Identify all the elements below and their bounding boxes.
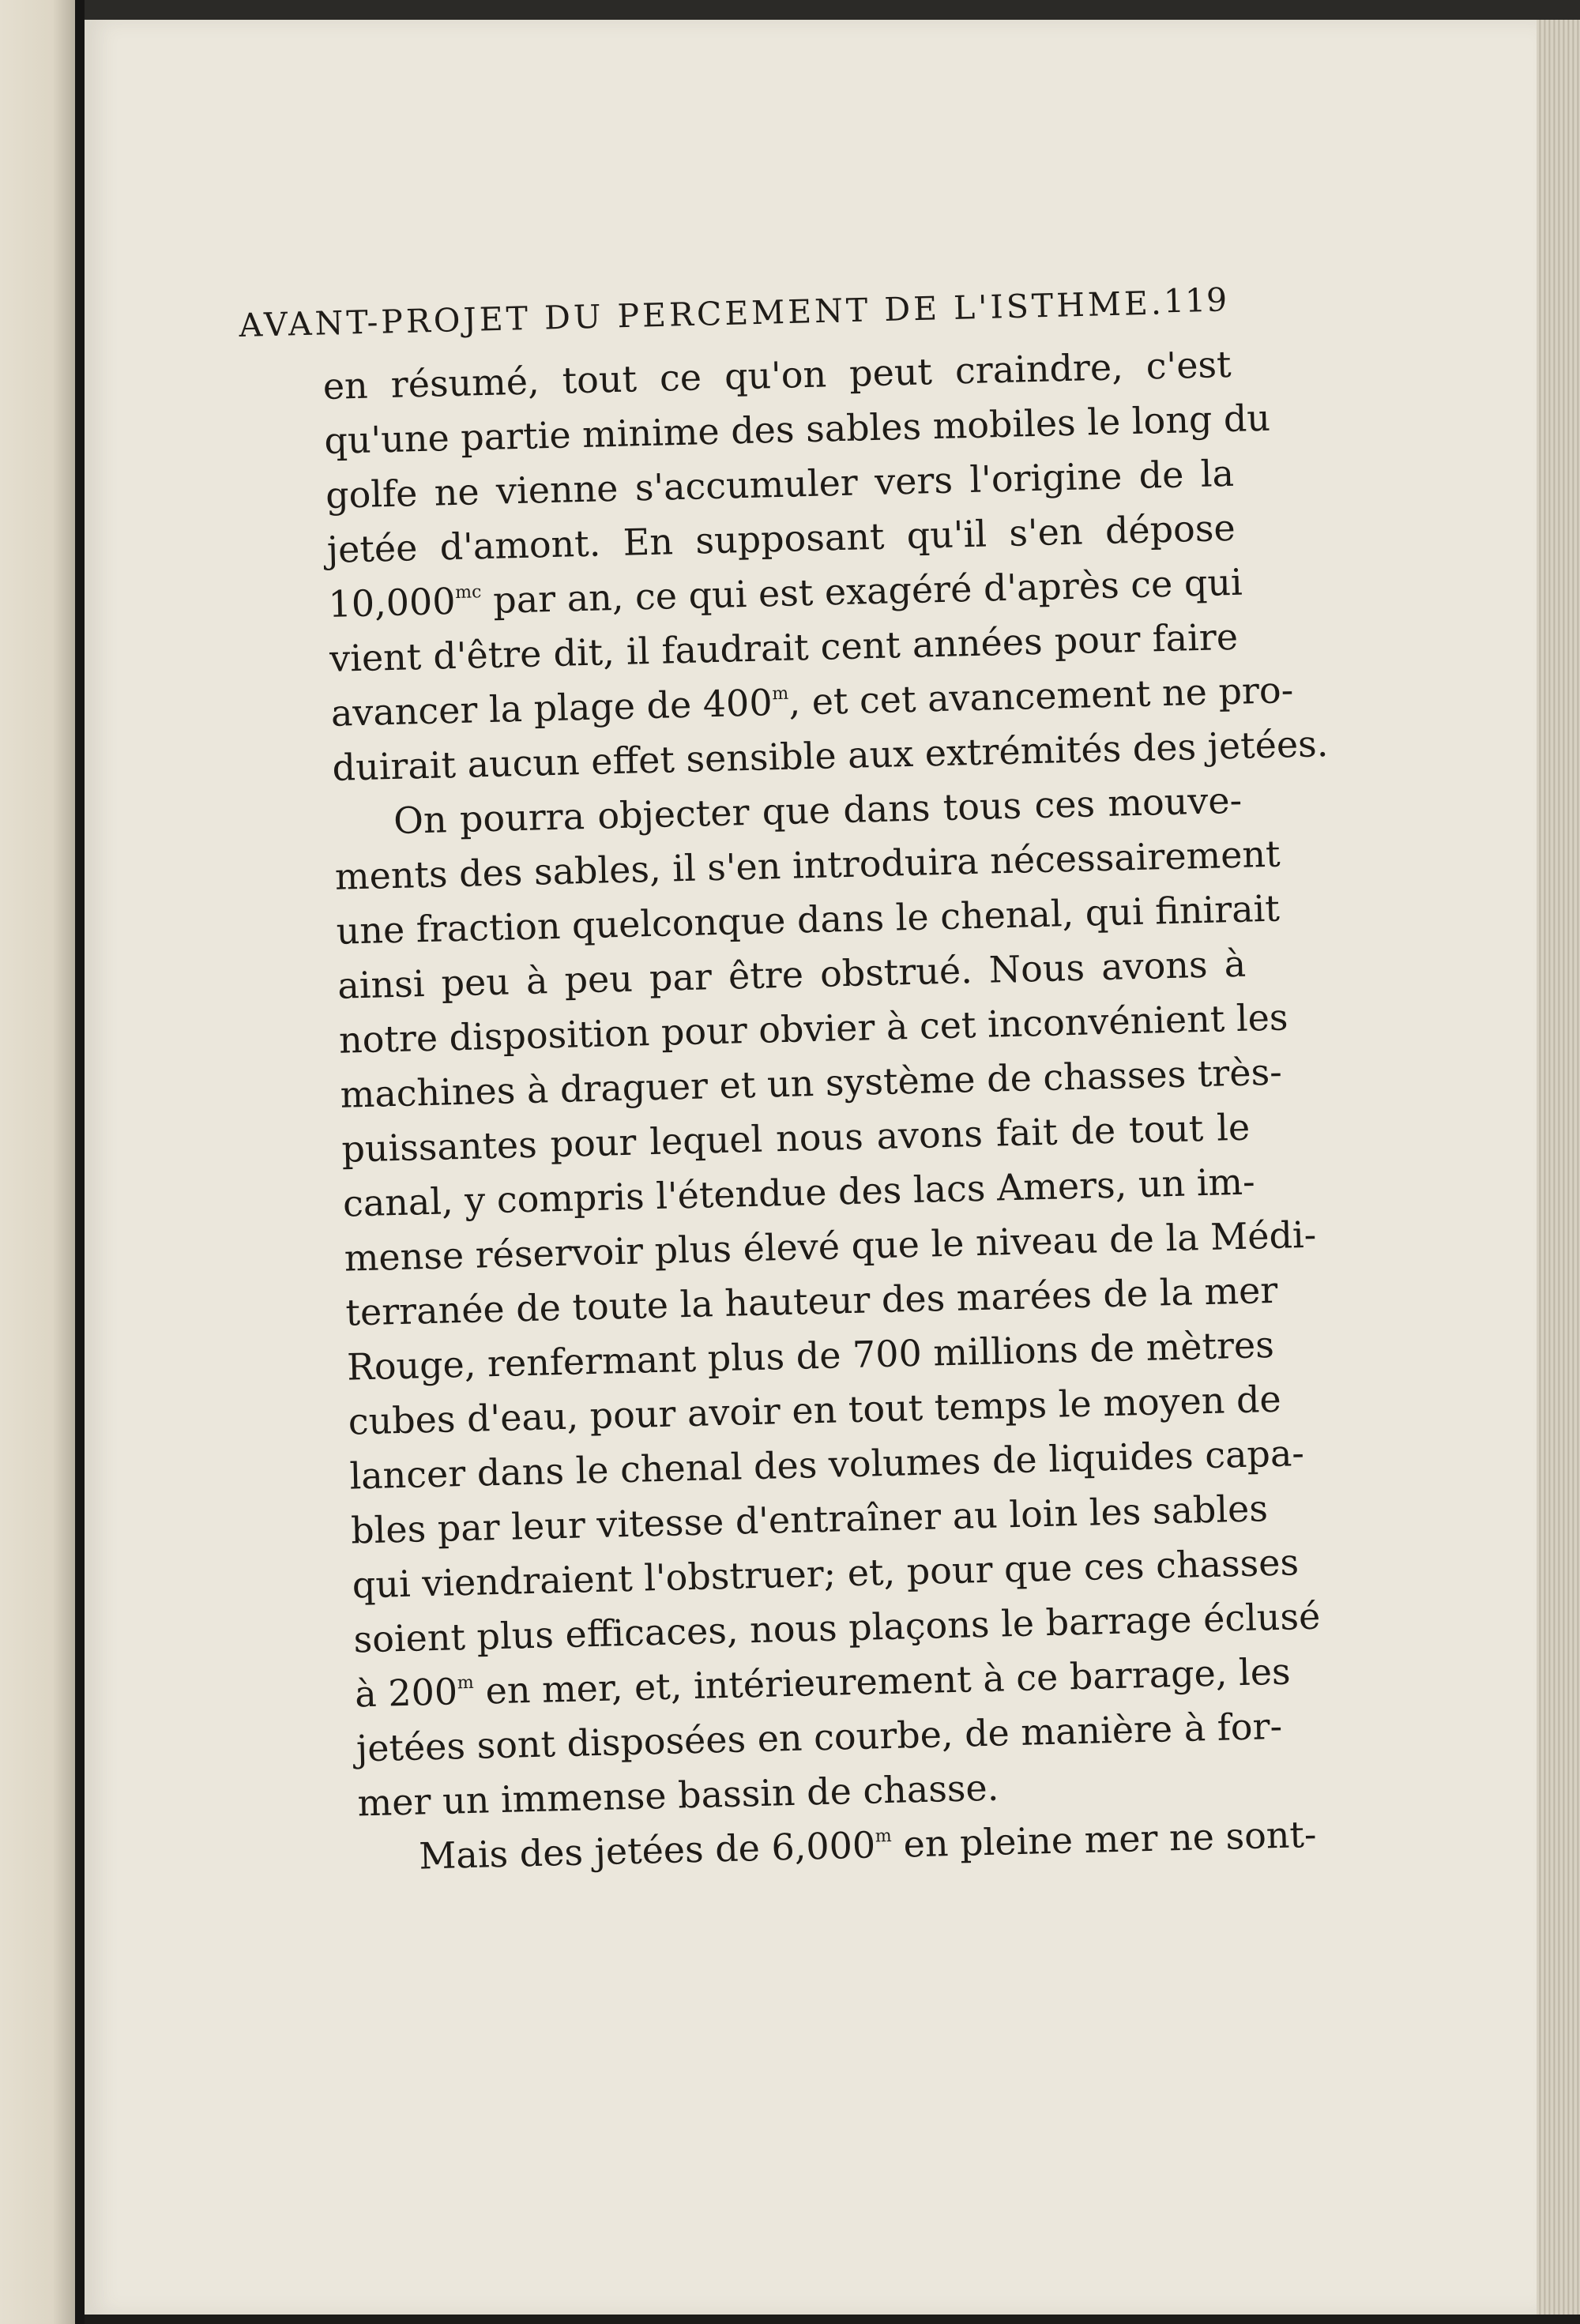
body-text: [322, 337, 1329, 1886]
text-line: à 200$^m$ en mer, et, intérieurement à ce barrage, les: [354, 1649, 1292, 1716]
unit-superscript: m: [875, 1826, 893, 1847]
text-line: jetée d'amont. En supposant qu'il s'en dépose: [326, 506, 1236, 571]
text-line: ainsi peu à peu par être obstrué. Nous avons à: [337, 942, 1247, 1007]
text-line: puissantes pour lequel nous avons fait de tout le: [340, 1105, 1251, 1171]
running-header-title: AVANT-PROJET DU PERCEMENT DE L'ISTHME.: [239, 284, 1165, 344]
text-line: soient plus efficaces, nous plaçons le barrage éclusé: [352, 1594, 1321, 1661]
text-line: canal, y compris l'étendue des lacs Amers, un im-: [342, 1160, 1256, 1225]
text-line: On pourra objecter que dans tous ces mouve-: [393, 778, 1243, 842]
unit-superscript: m: [457, 1672, 475, 1694]
text-line: bles par leur vitesse d'entraîner au loin les sables: [350, 1487, 1269, 1552]
text-line: avancer la plage de 400$^m$, et cet avancement ne pro-: [330, 668, 1294, 735]
page-number: 119: [1163, 280, 1228, 321]
text-line: duirait aucun effet sensible aux extrémités des jetées.: [331, 722, 1329, 789]
text-line: en résumé, tout ce qu'on peut craindre, c'est: [322, 342, 1232, 408]
text-line: cubes d'eau, pour avoir en tout temps le moyen de: [348, 1377, 1282, 1443]
page-block-edge: [1537, 20, 1580, 2315]
text-line: golfe ne vienne s'accumuler vers l'origine de la: [325, 451, 1235, 517]
book-binding-gutter: [75, 0, 85, 2324]
text-line: mense réservoir plus élevé que le niveau de la Médi-: [344, 1213, 1317, 1280]
text-line: une fraction quelconque dans le chenal, qui finirait: [336, 886, 1281, 953]
text-line: ments des sables, il s'en introduira nécessairement: [334, 832, 1281, 898]
facing-page-edge: [0, 0, 75, 2324]
text-line: jetées sont disposées en courbe, de manière à for-: [356, 1704, 1283, 1770]
text-line: qui viendraient l'obstruer; et, pour que ces chasses: [352, 1540, 1300, 1607]
text-line: terranée de toute la hauteur des marées de la mer: [344, 1268, 1278, 1334]
scan-background-bottom: [85, 2315, 1580, 2324]
unit-superscript: mc: [454, 582, 482, 603]
text-line: machines à draguer et un système de chasses très-: [340, 1050, 1283, 1116]
text-line: Rouge, renfermant plus de 700 millions de mètres: [346, 1322, 1275, 1389]
text-line: qu'une partie minime des sables mobiles le long du: [323, 396, 1271, 462]
text-line: mer un immense bassin de chasse.: [357, 1766, 999, 1825]
text-line: lancer dans le chenal des volumes de liquides capa-: [348, 1431, 1305, 1498]
text-line: vient d'être dit, il faudrait cent années pour faire: [329, 615, 1239, 680]
unit-superscript: m: [772, 683, 789, 705]
text-line: Mais des jetées de 6,000$^m$ en pleine mer ne sont-: [418, 1812, 1318, 1878]
text-line: $10,000^{mc}$ par an, ce qui est exagéré d'après ce qui: [327, 560, 1243, 626]
text-line: notre disposition pour obvier à cet inconvénient les: [338, 995, 1289, 1062]
